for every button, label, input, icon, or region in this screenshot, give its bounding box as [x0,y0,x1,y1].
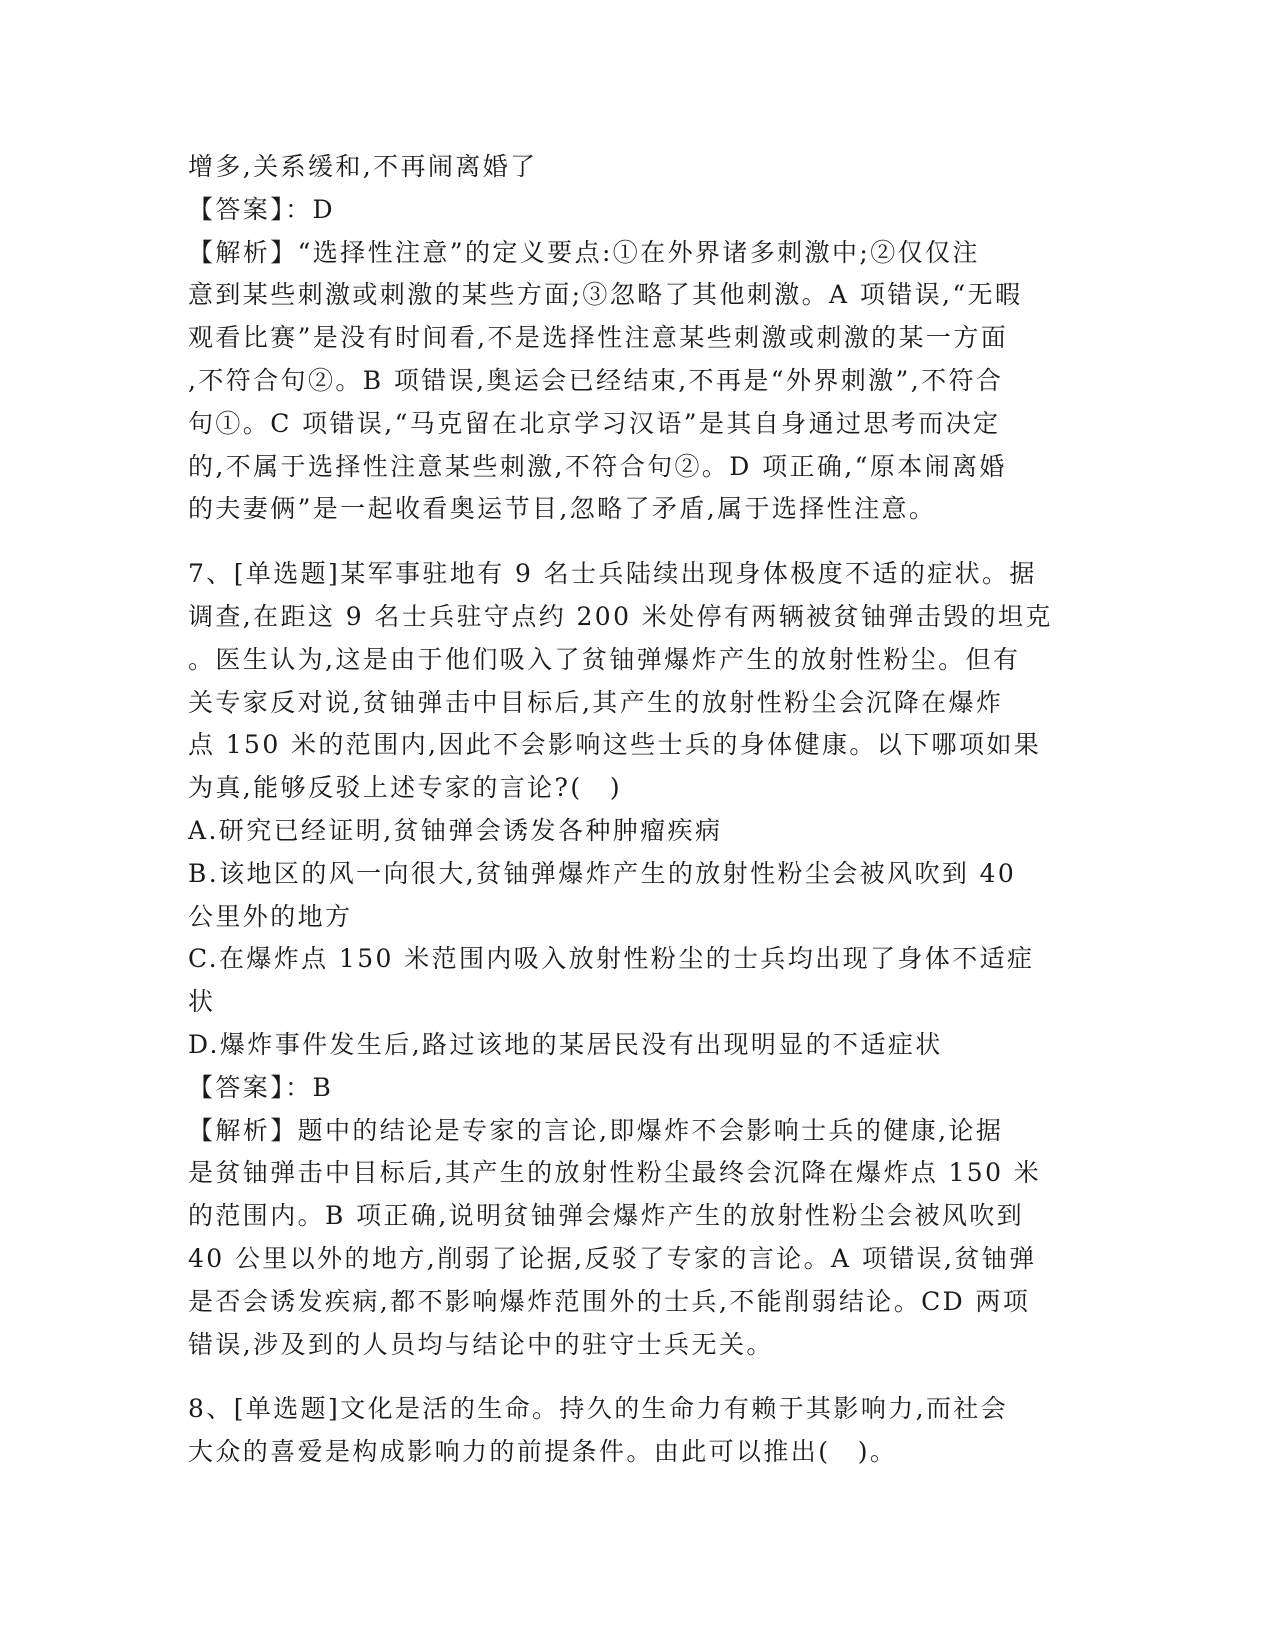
question-line: 点 150 米的范围内,因此不会影响这些士兵的身体健康。以下哪项如果 [188,730,1042,760]
analysis-line: 【解析】题中的结论是专家的言论,即爆炸不会影响士兵的健康,论据 [188,1115,1004,1145]
question-line: 为真,能够反驳上述专家的言论?( ) [188,773,623,803]
analysis-line: 观看比赛”是没有时间看,不是选择性注意某些刺激或刺激的某一方面 [188,323,1009,353]
analysis-line: 是贫铀弹击中目标后,其产生的放射性粉尘最终会沉降在爆炸点 150 米 [188,1158,1042,1188]
option-c: C.在爆炸点 150 米范围内吸入放射性粉尘的士兵均出现了身体不适症 [188,944,1035,974]
option-b-continued: 公里外的地方 [188,901,353,931]
analysis-line: 是否会诱发疾病,都不影响爆炸范围外的士兵,不能削弱结论。CD 两项 [188,1286,1031,1316]
answer-label: 【答案】：D [188,194,335,224]
question-line: 调查,在距这 9 名士兵驻守点约 200 米处停有两辆被贫铀弹击毁的坦克 [188,601,1053,631]
option-b: B.该地区的风一向很大,贫铀弹爆炸产生的放射性粉尘会被风吹到 40 [188,858,1017,888]
question-line: 大众的喜爱是构成影响力的前提条件。由此可以推出( )。 [188,1437,898,1467]
question-line: 关专家反对说,贫铀弹击中目标后,其产生的放射性粉尘会沉降在爆炸 [188,687,1004,717]
question-line: 7、[单选题]某军事驻地有 9 名士兵陆续出现身体极度不适的症状。据 [188,559,1037,589]
question-line: 8、[单选题]文化是活的生命。持久的生命力有赖于其影响力,而社会 [188,1394,1009,1424]
analysis-line: 的,不属于选择性注意某些刺激,不符合句②。D 项正确,“原本闹离婚 [188,451,1007,481]
analysis-line: ,不符合句②。B 项错误,奥运会已经结束,不再是“外界刺激”,不符合 [188,365,1004,395]
option-d: D.爆炸事件发生后,路过该地的某居民没有出现明显的不适症状 [188,1029,943,1059]
analysis-line: 【解析】“选择性注意”的定义要点:①在外界诸多刺激中;②仅仅注 [188,237,980,267]
analysis-line: 的范围内。B 项正确,说明贫铀弹会爆炸产生的放射性粉尘会被风吹到 [188,1201,1025,1231]
option-c-continued: 状 [188,987,216,1017]
question-block-q7 [188,553,1088,1366]
question-block-q8 [188,1388,1088,1474]
analysis-line: 40 公里以外的地方,削弱了论据,反驳了专家的言论。A 项错误,贫铀弹 [188,1243,1037,1273]
analysis-line: 句①。C 项错误,“马克留在北京学习汉语”是其自身通过思考而决定 [188,408,1001,438]
question-line: 。医生认为,这是由于他们吸入了贫铀弹爆炸产生的放射性粉尘。但有 [188,644,1021,674]
paragraph-gap [188,531,1088,553]
answer-label: 【答案】：B [188,1072,334,1102]
text-line: 增多,关系缓和,不再闹离婚了 [188,152,538,181]
analysis-line: 的夫妻俩”是一起收看奥运节目,忽略了矛盾,属于选择性注意。 [188,494,937,524]
answer-block-q6 [188,146,1088,531]
paragraph-gap [188,1366,1088,1388]
option-a: A.研究已经证明,贫铀弹会诱发各种肿瘤疾病 [188,815,723,845]
analysis-line: 错误,涉及到的人员均与结论中的驻守士兵无关。 [188,1329,774,1359]
document-page [188,146,1088,1474]
analysis-line: 意到某些刺激或刺激的某些方面;③忽略了其他刺激。A 项错误,“无暇 [188,280,1023,310]
